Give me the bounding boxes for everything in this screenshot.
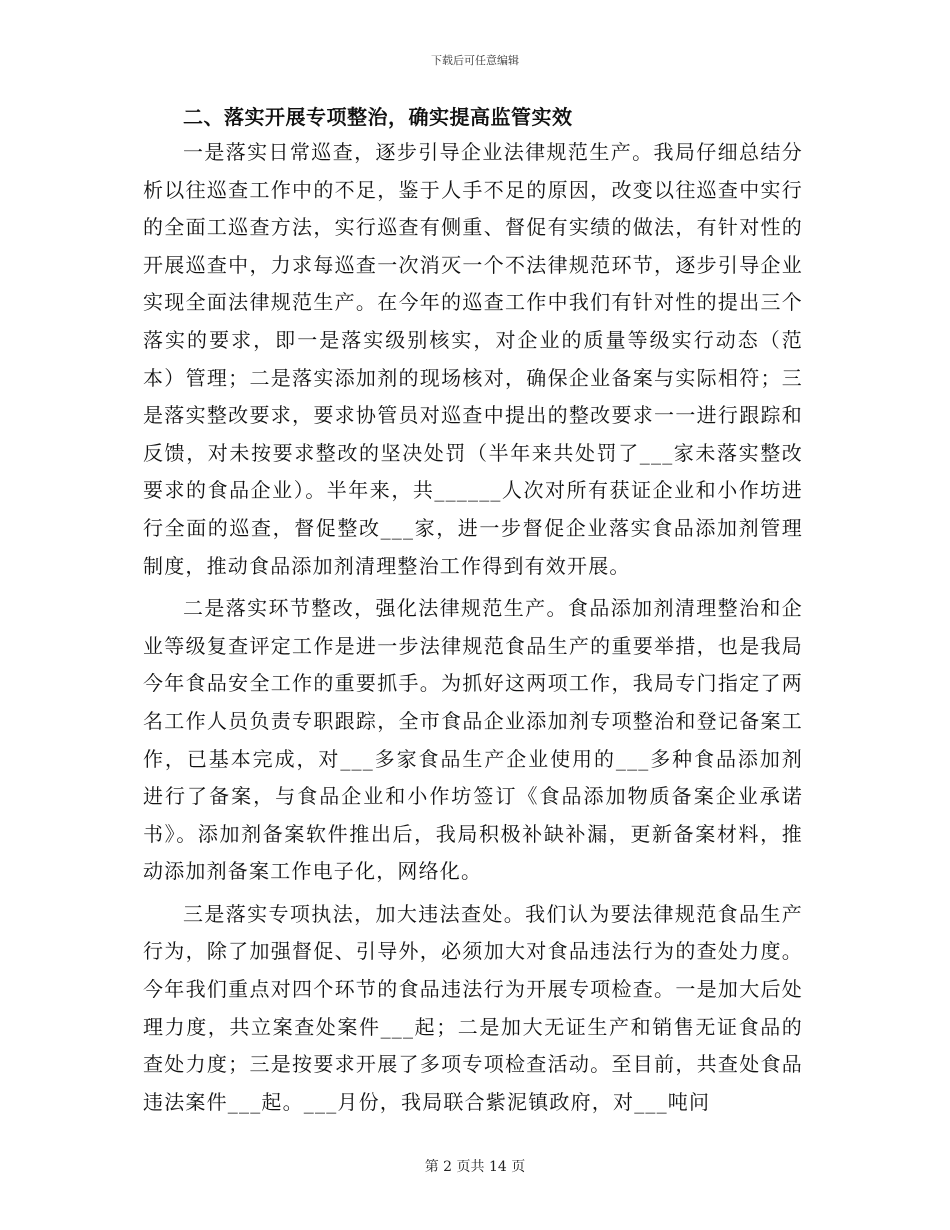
- page-header: 下载后可任意编辑: [431, 54, 519, 67]
- page-footer: 第 2 页共 14 页: [424, 1159, 526, 1175]
- section-heading: 二、落实开展专项整治，确实提高监管实效: [183, 105, 573, 129]
- document-body: [143, 104, 803, 1126]
- paragraph-1: 一是落实日常巡查，逐步引导企业法律规范生产。我局仔细总结分析以往巡查工作中的不足，鉴于人手不足的原因，改变以往巡查中实行的全面工巡查方法，实行巡查有侧重、督促有实绩的做法，有针对性的开展巡查中，力求每巡查一次消灭一个不法律规范环节，逐步引导企业实现全面法律规范生产。在今年的巡查工作中我们有针对性的提出三个落实的要求，即一是落实级别核实，对企业的质量等级实行动态（范本）管理；二是落实添加剂的现场核对，确保企业备案与实际相符；三是落实整改要求，要求协管员对巡查中提出的整改要求一一进行跟踪和反馈，对未按要求整改的坚决处罚（半年来共处罚了___家未落实整改要求的食品企业）。半年来，共______人次对所有获证企业和小作坊进行全面的巡查，督促整改___家，进一步督促企业落实食品添加剂管理制度，推动食品添加剂清理整治工作得到有效开展。: [143, 140, 803, 578]
- paragraph-3: 三是落实专项执法，加大违法查处。我们认为要法律规范食品生产行为，除了加强督促、引导外，必须加大对食品违法行为的查处力度。今年我们重点对四个环节的食品违法行为开展专项检查。一是加大后处理力度，共立案查处案件___起；二是加大无证生产和销售无证食品的查处力度；三是按要求开展了多项专项检查活动。至目前，共查处食品违法案件___起。___月份，我局联合紫泥镇政府，对___吨问: [143, 901, 803, 1114]
- paragraph-2: 二是落实环节整改，强化法律规范生产。食品添加剂清理整治和企业等级复查评定工作是进一步法律规范食品生产的重要举措，也是我局今年食品安全工作的重要抓手。为抓好这两项工作，我局专门指定了两名工作人员负责专职跟踪，全市食品企业添加剂专项整治和登记备案工作，已基本完成，对___多家食品生产企业使用的___多种食品添加剂进行了备案，与食品企业和小作坊签订《食品添加物质备案企业承诺书》。添加剂备案软件推出后，我局积极补缺补漏，更新备案材料，推动添加剂备案工作电子化，网络化。: [143, 596, 803, 884]
